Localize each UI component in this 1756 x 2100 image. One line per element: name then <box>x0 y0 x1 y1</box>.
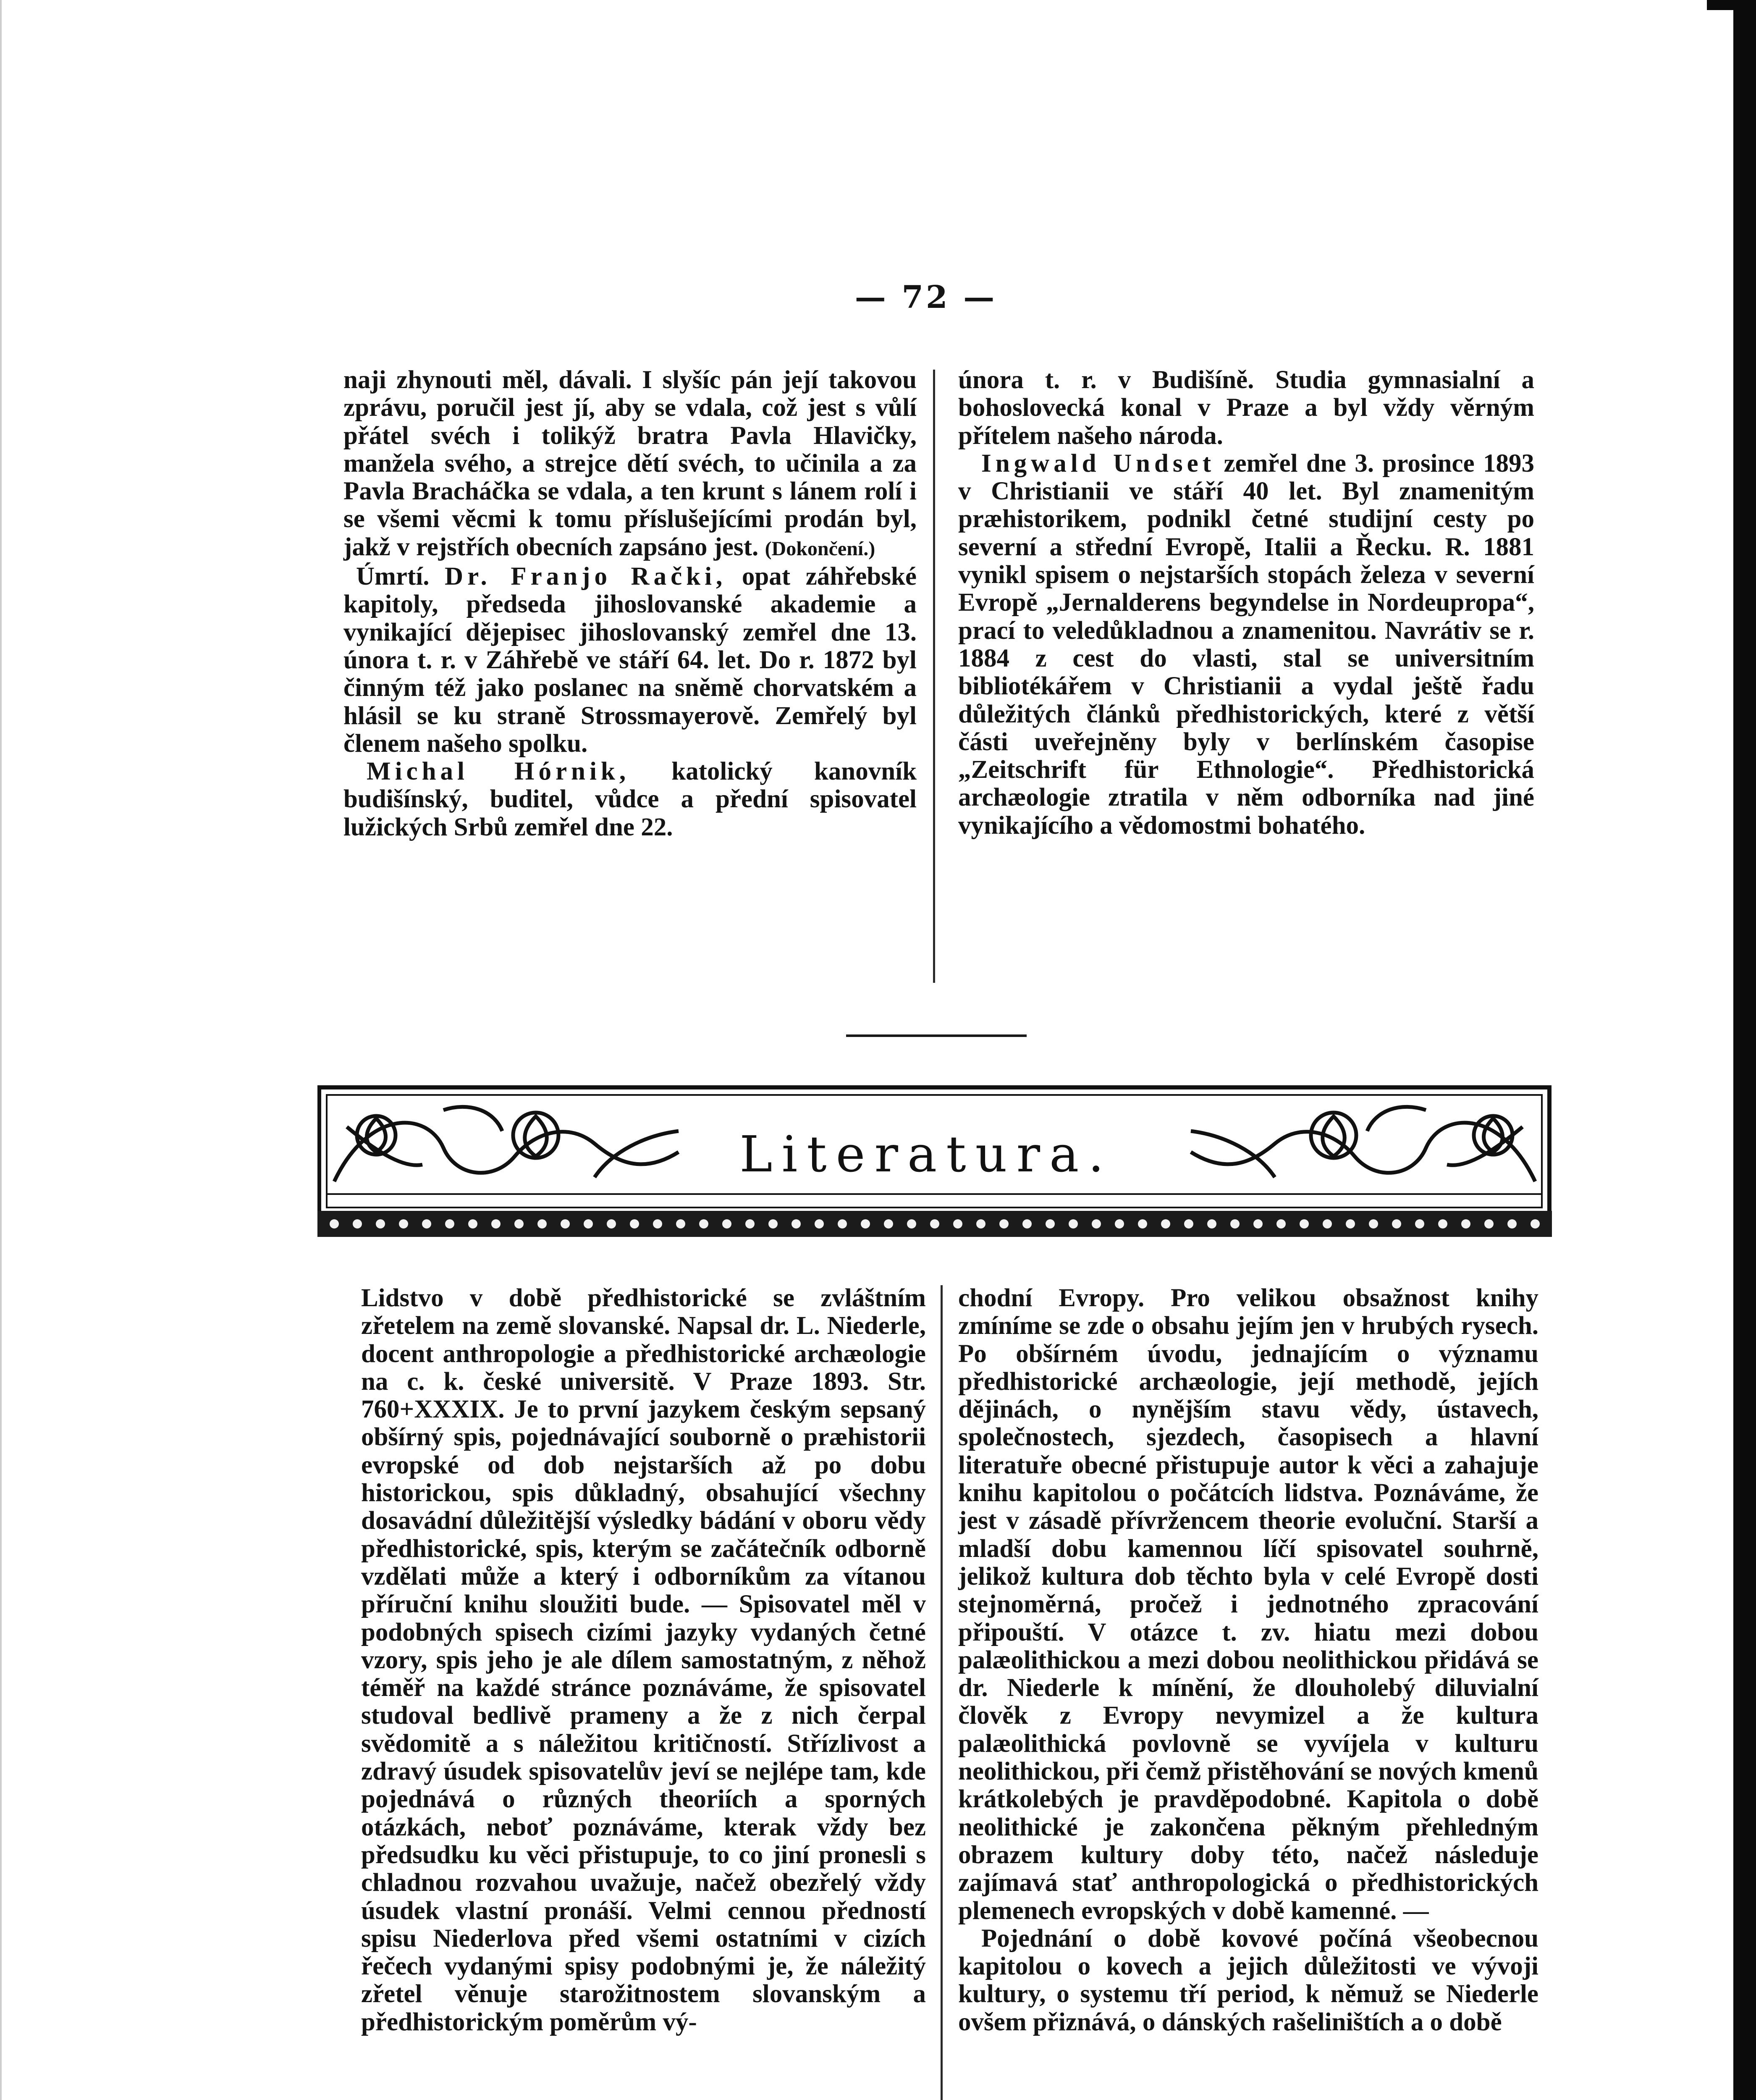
column-divider-top <box>933 370 935 983</box>
obituary-heading: Úmrtí. <box>356 562 430 591</box>
scan-edge-right <box>1733 0 1756 2100</box>
column-bottom-right <box>958 1284 1538 2100</box>
page-number: — 72 — <box>854 279 997 315</box>
obituary-name-hornik: Michal Hórnik, <box>367 757 630 786</box>
column-bottom-left <box>361 1284 926 2100</box>
obituary-text-racki: opat záhřebské kapitoly, předseda jihoslovanské akademie a vynikající dějepisec jihoslovanský zemřel dne 13. února t. r. v Záhřebě ve stáří 64. let. Do r. 1872 byl činným též jako poslanec na sněmě chorvatském a hlásil se ku straně Strossmayerově. Zemřelý byl členem našeho spolku. <box>343 562 917 758</box>
obituary-name-racki: Dr. Franjo Rački, <box>445 562 727 591</box>
column-top-left <box>343 366 917 1005</box>
obituary-text-undset: zemřel dne 3. prosince 1893 v Christianii ve stáří 40 let. Byl znamenitým præhistorikem, podnikl četné studijní cesty po severní a střední Evropě, Italii a Řecku. R. 1881 vynikl spisem o nejstarších stopách železa v severní Evropě „Jernalderens begyndelse in Nordeupropa“, prací to veledůkladnou a znamenitou. Navrátiv se r. 1884 z cest do vlasti, stal se universitním bibliotékářem v Christianii a vydal ještě řadu důležitých článků předhistorických, které z větší části uveřejněny byly v berlínském časopise „Zeitschrift für Ethnologie“. Předhistorická archæologie ztratila v něm odborníka nad jiné vynikajícího a vědomostmi bohatého. <box>958 449 1534 840</box>
literatura-banner <box>317 1085 1552 1258</box>
continuation-text: naji zhynouti měl, dávali. I slyšíc pán její takovou zprávu, poručil jest jí, aby se vdala, což jest s vůlí přátel svéch i tolikýž bratra Pavla Hlavičky, manžela svého, a strejce dětí svéch, to učinila a za Pavla Bracháčka se vdala, a ten krunt s lánem rolí i se všemi věcmi k tomu příslušejícími prodán byl, jakž v rejstřích obecních zapsáno jest. <box>343 366 917 561</box>
review-bronze-age: Pojednání o době kovové počíná všeobecnou kapitolou o kovech a jejich důležitosti ve vývoji kultury, o systemu tří period, k němuž se Niederle ovšem přiznává, o dánských rašeliništích a o době <box>958 1924 1538 2036</box>
obituary-text-hornik: katolický kanovník budišínský, buditel, vůdce a přední spisovatel lužických Srbů zemřel dne 22. <box>343 757 917 841</box>
obituary-name-undset: Ingwald Undset <box>981 449 1216 478</box>
ornament-left <box>334 1107 679 1181</box>
review-text: Napsal dr. L. Niederle, docent anthropologie a předhistorické archæologie na c. k. české universitě. V Praze 1893. Str. 760+XXXIX. Je to první jazykem českým sepsaný obšírný spis, pojednávající souborně o præhistorii evropské od dob nejstarších až po dobu historickou, spis důkladný, obsahující všechny dosavádní důležitější výsledky bádání v oboru vědy předhistorické, spis, kterým se začátečník odborně vzdělati může a který i odborníkům za vítanou příruční knihu sloužiti bude. — Spisovatel měl v podobných spisech cizími jazyky vydaných četné vzory, spis jeho je ale dílem samostatným, z něhož téměř na každé stránce poznáváme, že spisovatel studoval bedlivě prameny a že z nich čerpal svědomitě a s náležitou kritičností. Střízlivost a zdravý úsudek spisovatelův jeví se nejlépe tam, kde pojednává o různých theoriích a sporných otázkách, neboť poznáváme, kterak vždy bez předsudku ku věci přistupuje, to co jiní pronesli s chladnou rozvahou uvažuje, načež obezřelý vždy úsudek vlastní pronáší. Velmi cennou předností spisu Niederlova před všemi ostatními v cizích řečech vydanými spisy podobnými je, že náležitý zřetel věnuje starožitnostem slovanským a předhistorickým poměrům vý- <box>361 1312 926 2036</box>
review-paragraph <box>361 1284 926 2036</box>
review-book-title: Lidstvo v době předhistorické se zvláštním zřetelem na země slovanské. <box>361 1284 926 1340</box>
column-top-right <box>958 366 1534 1005</box>
ornament-right <box>1191 1107 1535 1181</box>
paragraph-obituary-racki <box>343 563 917 758</box>
banner-title: Literatura. <box>739 1125 1113 1183</box>
review-continued: chodní Evropy. Pro velikou obsažnost knihy zmíníme se zde o obsahu jejím jen v hrubých rysech. Po obšírném úvodu, jednajícím o významu předhistorické archæologie, její methodě, jejích dějinách, o nynějším stavu vědy, ústavech, společnostech, sjezdech, časopisech a hlavní literatuře obecné přistupuje autor k věci a zahajuje knihu kapitolou o počátcích lidstva. Poznáváme, že jest v zásadě přívržencem theorie evoluční. Starší a mladší dobu kamennou líčí spisovatel souhrně, jelikož kultura dob těchto byla v celé Evropě dosti stejnoměrná, pročež i jednotného zpracování připouští. V otázce t. zv. hiatu mezi dobou palæolithickou a mezi dobou neolithickou přidává se dr. Niederle k mínění, že dlouholebý diluvialní člověk z Evropy nevymizel a že kultura palæolithická povlovně se vyvíjela v kulturu neolithickou, při čemž přistěhování se nových kmenů krátkolebých je pravděpodobné. Kapitola o době neolithické je zakončena pěkným přehledným obrazem kultury doby této, načež následuje zajímavá stať anthropologická o předhistorických plemenech evropských v době kamenné. — <box>958 1284 1538 1925</box>
paragraph-obituary-undset <box>958 450 1534 840</box>
paragraph-continuation <box>343 366 917 563</box>
paragraph-obituary-hornik <box>343 758 917 841</box>
continuation-note: (Dokončení.) <box>765 537 875 560</box>
scan-edge-corner <box>1707 0 1733 10</box>
scan-edge-left <box>0 0 2 2100</box>
column-divider-bottom <box>941 1285 943 2100</box>
paragraph-hornik-continued: února t. r. v Budišíně. Studia gymnasialní a bohoslovecká konal v Praze a byl vždy věrným přítelem našeho národa. <box>958 366 1534 450</box>
section-separator <box>846 1034 1027 1037</box>
